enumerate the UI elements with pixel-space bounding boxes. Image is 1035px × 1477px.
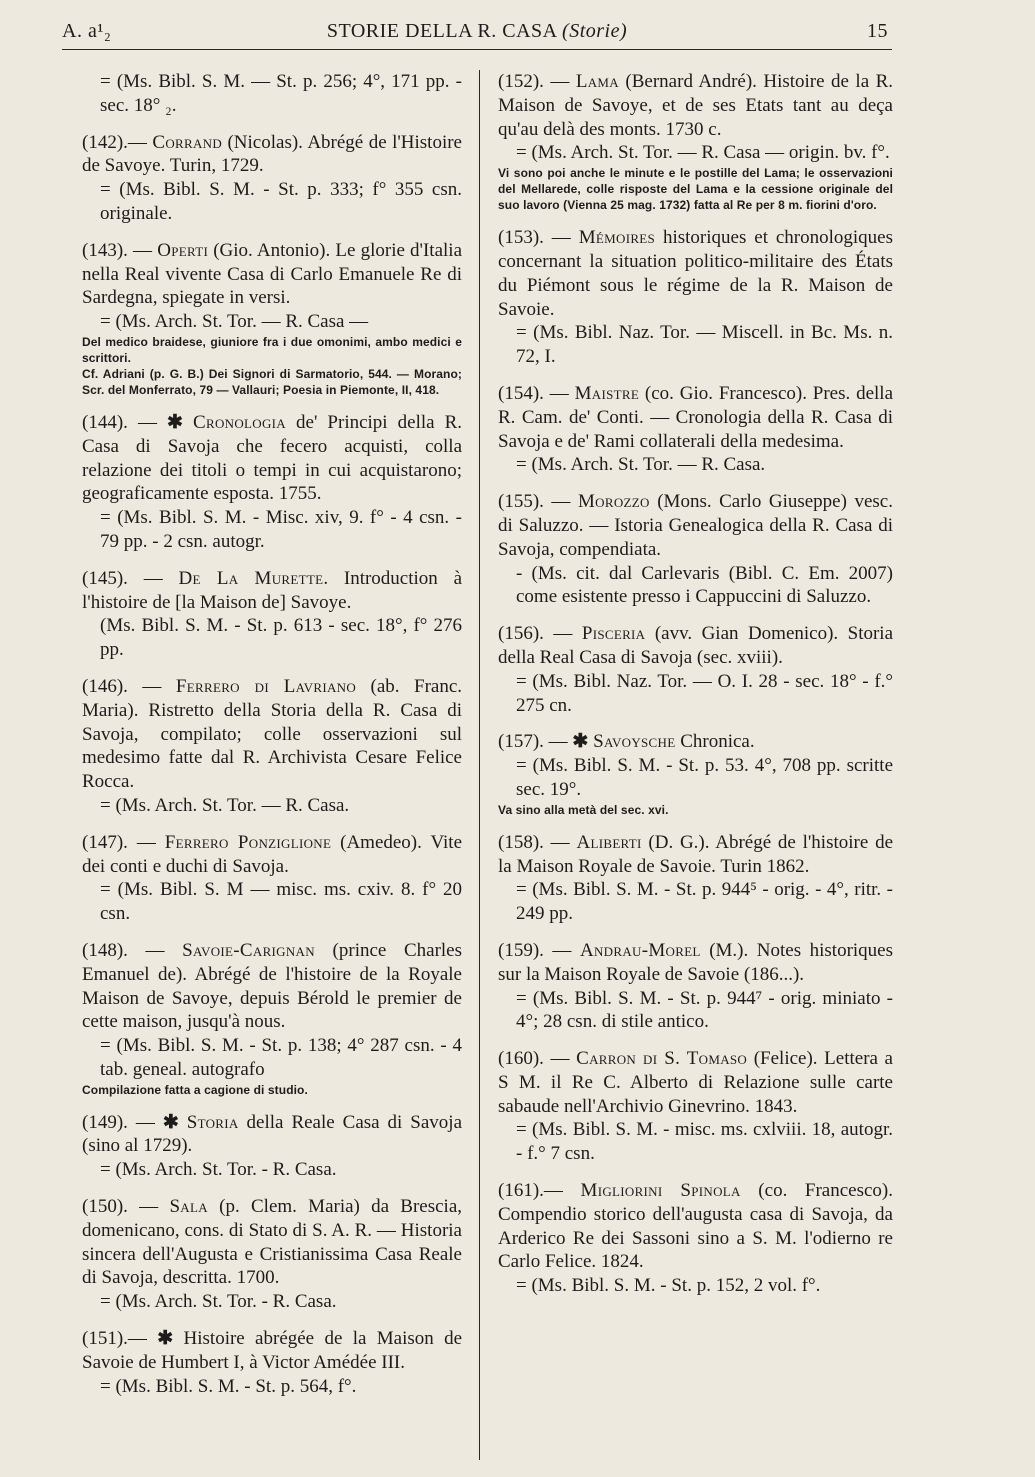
entry-shelfmark: = (Ms. Bibl. S. M. - St. p. 944⁷ - orig. miniato - 4°; 28 csn. di stile antico. bbox=[516, 987, 893, 1033]
entry-shelfmark: = (Ms. Bibl. S. M. - Misc. xiv, 9. f° - 4 csn. - 79 pp. - 2 csn. autogr. bbox=[100, 507, 462, 552]
bibliography-entry bbox=[82, 131, 462, 226]
entry-author: Ferrero di Lavriano bbox=[175, 675, 357, 697]
bibliography-entry bbox=[82, 239, 462, 398]
entry-number: (155). — bbox=[498, 491, 571, 513]
asterisk-icon: ✱ bbox=[572, 731, 589, 753]
entry-title: Histoire abrégée de la Maison de Savoie de Humbert I, à Victor Amédée III. bbox=[82, 1328, 463, 1373]
entry-number: (142).— bbox=[82, 131, 147, 153]
bibliography-entry bbox=[498, 1047, 893, 1166]
bibliography-entry bbox=[82, 939, 462, 1098]
entry-heading bbox=[82, 1327, 462, 1375]
entry-heading bbox=[82, 1195, 462, 1290]
entry-number: (161).— bbox=[498, 1180, 563, 1202]
entry-shelfmark: = (Ms. Bibl. S. M. - St. p. 152, 2 vol. f°. bbox=[516, 1275, 821, 1297]
entry-heading bbox=[498, 1047, 893, 1118]
entry-shelfmark: = (Ms. Bibl. S. M. - St. p. 138; 4° 287 csn. - 4 tab. geneal. autografo bbox=[100, 1035, 462, 1080]
bibliography-entry bbox=[82, 567, 462, 662]
entry-number: (150). — bbox=[82, 1196, 159, 1218]
bibliography-entry bbox=[498, 490, 893, 609]
running-head bbox=[62, 16, 892, 50]
bibliography-entry bbox=[498, 382, 893, 477]
header-rule bbox=[62, 49, 892, 50]
entry-author: Pisceria bbox=[581, 623, 646, 645]
entry-shelfmark: = (Ms. Arch. St. Tor. - R. Casa. bbox=[100, 1159, 337, 1181]
entry-number: (156). — bbox=[498, 623, 573, 645]
title-text: STORIE DELLA R. CASA bbox=[326, 20, 557, 42]
bibliography-entry bbox=[498, 1179, 893, 1298]
entry-title: (Mons. Carlo Giuseppe) vesc. di Saluzzo. — Istoria Genealogica della R. Casa di Savoja, compendiata. bbox=[498, 491, 893, 560]
entry-shelfmark: = (Ms. Bibl. S. M. - misc. ms. cxlviii. 18, autogr. - f.° 7 csn. bbox=[516, 1119, 893, 1165]
entry-heading bbox=[498, 490, 893, 561]
entry-number: (158). — bbox=[498, 831, 570, 853]
entry-title: (p. Clem. Maria) da Brescia, domenicano, cons. di Stato di S. A. R. — Historia sincera dell'Augusta e Cristianissima Casa Reale di Savoja, descritta. 1700. bbox=[82, 1196, 463, 1289]
entry-author: Maistre bbox=[574, 382, 640, 404]
entry-heading bbox=[82, 831, 462, 879]
entry-note: Va sino alla metà del sec. xvi. bbox=[498, 802, 669, 817]
entry-title: (Bernard André). Histoire de la R. Maison de Savoye, et de ses Etats tant au deça qu'au delà des monts. 1730 c. bbox=[498, 71, 893, 140]
entry-note: Del medico braidese, giuniore fra i due omonimi, ambo medici e scrittori. bbox=[82, 334, 462, 365]
entry-number: (152). — bbox=[498, 71, 570, 92]
title-paren: (Storie) bbox=[562, 20, 628, 42]
entry-number: (149). — bbox=[82, 1111, 155, 1133]
entry-heading bbox=[498, 730, 893, 754]
left-column bbox=[82, 70, 462, 1411]
entry-author: Aliberti bbox=[576, 831, 642, 853]
entry-heading bbox=[498, 70, 893, 141]
entry-shelfmark: = (Ms. Bibl. S. M. - St. p. 564, f°. bbox=[100, 1375, 357, 1397]
entry-title: (Amedeo). Vite dei conti e duchi di Savoja. bbox=[82, 831, 463, 877]
column-rule bbox=[479, 70, 480, 1460]
entry-author: Corrand bbox=[152, 131, 223, 153]
bibliography-entry bbox=[82, 1111, 462, 1182]
entry-title: (Felice). Lettera a S M. il Re C. Alberto di Relazione sulle carte sabaude nell'Archivio Ginevrino. 1843. bbox=[498, 1048, 893, 1117]
entry-title: (Nicolas). Abrégé de l'Histoire de Savoye. Turin, 1729. bbox=[82, 131, 462, 177]
entry-number: (146). — bbox=[82, 675, 162, 697]
entry-title: (avv. Gian Domenico). Storia della Real Casa di Savoja (sec. xviii). bbox=[498, 623, 894, 668]
entry-heading bbox=[498, 382, 893, 453]
entry-title: historiques et chronologiques concernant la situation politico-militaire des États du Piémont sous le régime de la R. Maison de Savoie. bbox=[498, 227, 894, 320]
bibliography-entry bbox=[82, 1327, 462, 1398]
entry-author: Savoysche bbox=[593, 731, 676, 753]
entry-note: Cf. Adriani (p. G. B.) Dei Signori di Sarmatorio, 544. — Morano; Scr. del Monferrato, 79 — Vallauri; Poesia in Piemonte, II, 418. bbox=[82, 366, 462, 397]
entry-shelfmark: = (Ms. Bibl. S. M. - St. p. 944⁵ - orig. - 4°, ritr. - 249 pp. bbox=[516, 879, 893, 925]
entry-title: de' Principi della R. Casa di Savoja che fecero acquisti, colla relazione dei titoli o tempi in cui acquistarono; geograficamente esposta. 1755. bbox=[82, 411, 463, 505]
asterisk-icon: ✱ bbox=[157, 1328, 174, 1350]
bibliography-entry bbox=[82, 70, 462, 118]
entry-shelfmark: = (Ms. Arch. St. Tor. — R. Casa. bbox=[100, 794, 350, 816]
entry-heading bbox=[498, 226, 893, 321]
entry-heading bbox=[498, 1179, 893, 1274]
bibliography-entry bbox=[498, 622, 893, 717]
bibliography-entry bbox=[498, 730, 893, 817]
entry-title: (M.). Notes historiques sur la Maison Royale de Savoie (186...). bbox=[498, 939, 894, 985]
entry-title: (ab. Franc. Maria). Ristretto della Storia della R. Casa di Savoja, compilato; colle osservazioni sul medesimo fatte dal R. Archivista Cesare Felice Rocca. bbox=[82, 675, 463, 793]
entry-author: Andrau-Morel bbox=[579, 939, 701, 961]
entry-heading bbox=[82, 131, 462, 179]
entry-heading bbox=[498, 939, 893, 987]
entry-author: Mémoires bbox=[578, 227, 656, 249]
entry-number: (148). — bbox=[82, 939, 165, 961]
right-column bbox=[498, 70, 893, 1311]
entry-title: (prince Charles Emanuel de). Abrégé de l'histoire de la Royale Maison de Savoye, depuis Bérold le premier de cette maison, jusqu'à nous. bbox=[82, 939, 463, 1033]
entry-shelfmark: = (Ms. Arch. St. Tor. — R. Casa — origin. bv. f°. bbox=[516, 142, 890, 164]
page-title bbox=[62, 20, 892, 43]
entry-author: Migliorini Spinola bbox=[580, 1180, 741, 1202]
entry-title: della Reale Casa di Savoja (sino al 1729). bbox=[82, 1111, 463, 1157]
page-number: 15 bbox=[867, 20, 888, 42]
entry-number: (154). — bbox=[498, 382, 569, 404]
entry-title: Chronica. bbox=[675, 731, 755, 753]
bibliography-entry bbox=[82, 831, 462, 926]
signature-mark: A. a¹₂ bbox=[62, 20, 112, 42]
bibliography-entry bbox=[498, 939, 893, 1034]
entry-title: (D. G.). Abrégé de l'histoire de la Maison Royale de Savoie. Turin 1862. bbox=[498, 831, 894, 877]
entry-shelfmark: - (Ms. cit. dal Carlevaris (Bibl. C. Em. 2007) come esistente presso i Cappuccini di Saluzzo. bbox=[516, 562, 893, 608]
entry-number: (144). — bbox=[82, 411, 157, 433]
entry-title: . Introduction à l'histoire de [la Maison de] Savoye. bbox=[82, 567, 463, 613]
entry-author: Savoie-Carignan bbox=[182, 939, 315, 961]
entry-heading bbox=[82, 675, 462, 794]
entry-shelfmark: = (Ms. Arch. St. Tor. - R. Casa. bbox=[100, 1291, 337, 1313]
entry-heading bbox=[498, 831, 893, 879]
bibliography-entry bbox=[82, 1195, 462, 1314]
entry-shelfmark: = (Ms. Arch. St. Tor. — R. Casa — bbox=[100, 311, 369, 333]
bibliography-entry bbox=[498, 70, 893, 213]
entry-author: Cronologia bbox=[193, 411, 286, 433]
entry-number: (153). — bbox=[498, 227, 571, 249]
entry-title: (co. Francesco). Compendio storico dell'augusta casa di Savoja, da Arderico Re dei Sassoni sino a S. M. l'odierno re Carlo Felice. 1824. bbox=[498, 1180, 894, 1273]
bibliography-entry bbox=[498, 831, 893, 926]
entry-note: Vi sono poi anche le minute e le postille del Lama; le osservazioni del Mellarede, colle risposte del Lama e la cessione originale del suo lavoro (Vienna 25 mag. 1732) fatta al Re per 8 m. fiorini d'oro. bbox=[498, 166, 893, 213]
entry-note: Compilazione fatta a cagione di studio. bbox=[82, 1082, 308, 1097]
entry-title: (co. Gio. Francesco). Pres. della R. Cam. de' Conti. — Cronologia della R. Casa di Savoja e de' Rami collaterali della medesima. bbox=[498, 382, 894, 452]
entry-heading bbox=[498, 622, 893, 670]
entry-author: Sala bbox=[169, 1196, 208, 1218]
entry-number: (143). — bbox=[82, 239, 153, 261]
entry-shelfmark: = (Ms. Bibl. S. M — misc. ms. cxiv. 8. f° 20 csn. bbox=[100, 879, 462, 925]
entry-author: De La Murette bbox=[178, 567, 324, 589]
entry-author: Ferrero Ponziglione bbox=[164, 831, 332, 853]
entry-heading bbox=[82, 239, 462, 310]
entry-shelfmark: = (Ms. Bibl. Naz. Tor. — O. I. 28 - sec. 18° - f.° 275 cn. bbox=[516, 670, 893, 716]
entry-number: (157). — bbox=[498, 731, 568, 753]
entry-author: Lama bbox=[575, 71, 619, 92]
entry-shelfmark: = (Ms. Bibl. S. M. — St. p. 256; 4°, 171 pp. - sec. 18° ₂. bbox=[100, 71, 462, 116]
entry-shelfmark: = (Ms. Bibl. S. M. - St. p. 333; f° 355 csn. originale. bbox=[100, 179, 462, 224]
entry-heading bbox=[82, 411, 462, 506]
bibliography-entry bbox=[498, 226, 893, 369]
asterisk-icon: ✱ bbox=[167, 411, 183, 433]
bibliography-entry bbox=[82, 675, 462, 818]
entry-shelfmark: (Ms. Bibl. S. M. - St. p. 613 - sec. 18°, f° 276 pp. bbox=[100, 615, 462, 661]
entry-author: Morozzo bbox=[577, 491, 650, 513]
entry-shelfmark: = (Ms. Bibl. Naz. Tor. — Miscell. in Bc. Ms. n. 72, I. bbox=[516, 322, 893, 368]
entry-heading bbox=[82, 939, 462, 1034]
entry-author: Carron di S. Tomaso bbox=[576, 1048, 748, 1070]
entry-title: (Gio. Antonio). Le glorie d'Italia nella Real vivente Casa di Carlo Emanuele Re di Sardegna, spiegate in versi. bbox=[82, 239, 463, 309]
entry-author: Operti bbox=[157, 239, 209, 261]
entry-heading bbox=[82, 567, 462, 615]
entry-number: (147). — bbox=[82, 831, 156, 853]
entry-heading bbox=[82, 1111, 462, 1159]
bibliography-entry bbox=[82, 411, 462, 554]
entry-number: (151).— bbox=[82, 1328, 147, 1350]
entry-number: (145). — bbox=[82, 567, 163, 589]
entry-shelfmark: = (Ms. Arch. St. Tor. — R. Casa. bbox=[516, 454, 766, 476]
entry-shelfmark: = (Ms. Bibl. S. M. - St. p. 53. 4°, 708 pp. scritte sec. 19°. bbox=[516, 755, 893, 800]
entry-author: Storia bbox=[186, 1111, 239, 1133]
entry-number: (160). — bbox=[498, 1048, 570, 1070]
asterisk-icon: ✱ bbox=[162, 1111, 179, 1133]
entry-number: (159). — bbox=[498, 939, 572, 961]
